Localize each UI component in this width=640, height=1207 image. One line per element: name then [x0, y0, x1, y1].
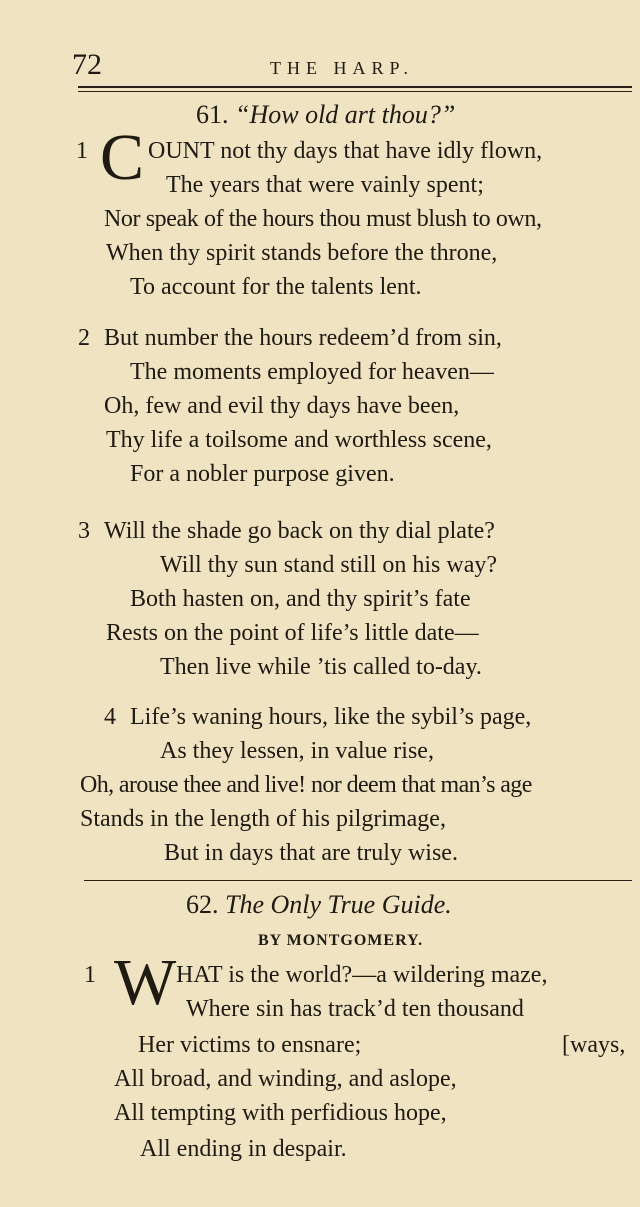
verse-line: But number the hours redeem’d from sin,	[104, 325, 502, 351]
page-header	[72, 48, 632, 88]
drop-cap: W	[114, 946, 177, 1019]
verse-line: When thy spirit stands before the throne,	[106, 240, 498, 266]
hymn-number: 62.	[186, 890, 219, 919]
drop-cap: C	[100, 121, 145, 194]
stanza-number: 1	[76, 138, 88, 164]
verse-line: Life’s waning hours, like the sybil’s page,	[130, 704, 532, 730]
verse-line: Thy life a toilsome and worthless scene,	[106, 427, 492, 453]
hymn-62-heading	[186, 890, 452, 920]
hymn-author: BY MONTGOMERY.	[258, 932, 424, 949]
verse-line: Her victims to ensnare;	[138, 1032, 362, 1058]
verse-line: The moments employed for heaven—	[130, 359, 494, 385]
verse-line: For a nobler purpose given.	[130, 461, 395, 487]
stanza-number: 3	[78, 518, 90, 544]
verse-line: All tempting with perfidious hope,	[114, 1100, 447, 1126]
verse-line: Nor speak of the hours thou must blush to own,	[104, 206, 542, 232]
running-head: THE HARP.	[270, 58, 415, 78]
verse-line: But in days that are truly wise.	[164, 840, 458, 866]
verse-line: The years that were vainly spent;	[166, 172, 484, 198]
verse-line: Rests on the point of life’s little date—	[106, 620, 479, 646]
turnover-bracket: [ways,	[562, 1032, 626, 1058]
hymn-number: 61.	[196, 100, 229, 129]
page-number: 72	[72, 48, 102, 81]
verse-line: Both hasten on, and thy spirit’s fate	[130, 586, 471, 612]
verse-line: Where sin has track’d ten thousand	[186, 996, 524, 1022]
header-rule-thin	[78, 91, 632, 92]
verse-line: HAT is the world?—a wildering maze,	[176, 962, 548, 988]
verse-line: Stands in the length of his pilgrimage,	[80, 806, 446, 832]
verse-line: As they lessen, in value rise,	[160, 738, 434, 764]
stanza-number: 4	[104, 704, 116, 730]
hymn-title: “How old art thou?”	[235, 100, 456, 129]
verse-line: All broad, and winding, and aslope,	[114, 1066, 457, 1092]
verse-line: To account for the talents lent.	[130, 274, 422, 300]
hymn-61-heading	[196, 100, 455, 130]
verse-line: Will the shade go back on thy dial plate?	[104, 518, 495, 544]
verse-line: Oh, arouse thee and live! nor deem that man’s age	[80, 772, 532, 798]
header-rule	[78, 86, 632, 88]
verse-line: Oh, few and evil thy days have been,	[104, 393, 460, 419]
verse-line: OUNT not thy days that have idly flown,	[148, 138, 543, 164]
stanza-number: 1	[84, 962, 96, 988]
verse-line: Will thy sun stand still on his way?	[160, 552, 498, 578]
hymn-title: The Only True Guide.	[225, 890, 452, 919]
stanza-number: 2	[78, 325, 90, 351]
section-divider	[84, 880, 632, 881]
verse-line: Then live while ’tis called to-day.	[160, 654, 482, 680]
verse-line: All ending in despair.	[140, 1136, 347, 1162]
